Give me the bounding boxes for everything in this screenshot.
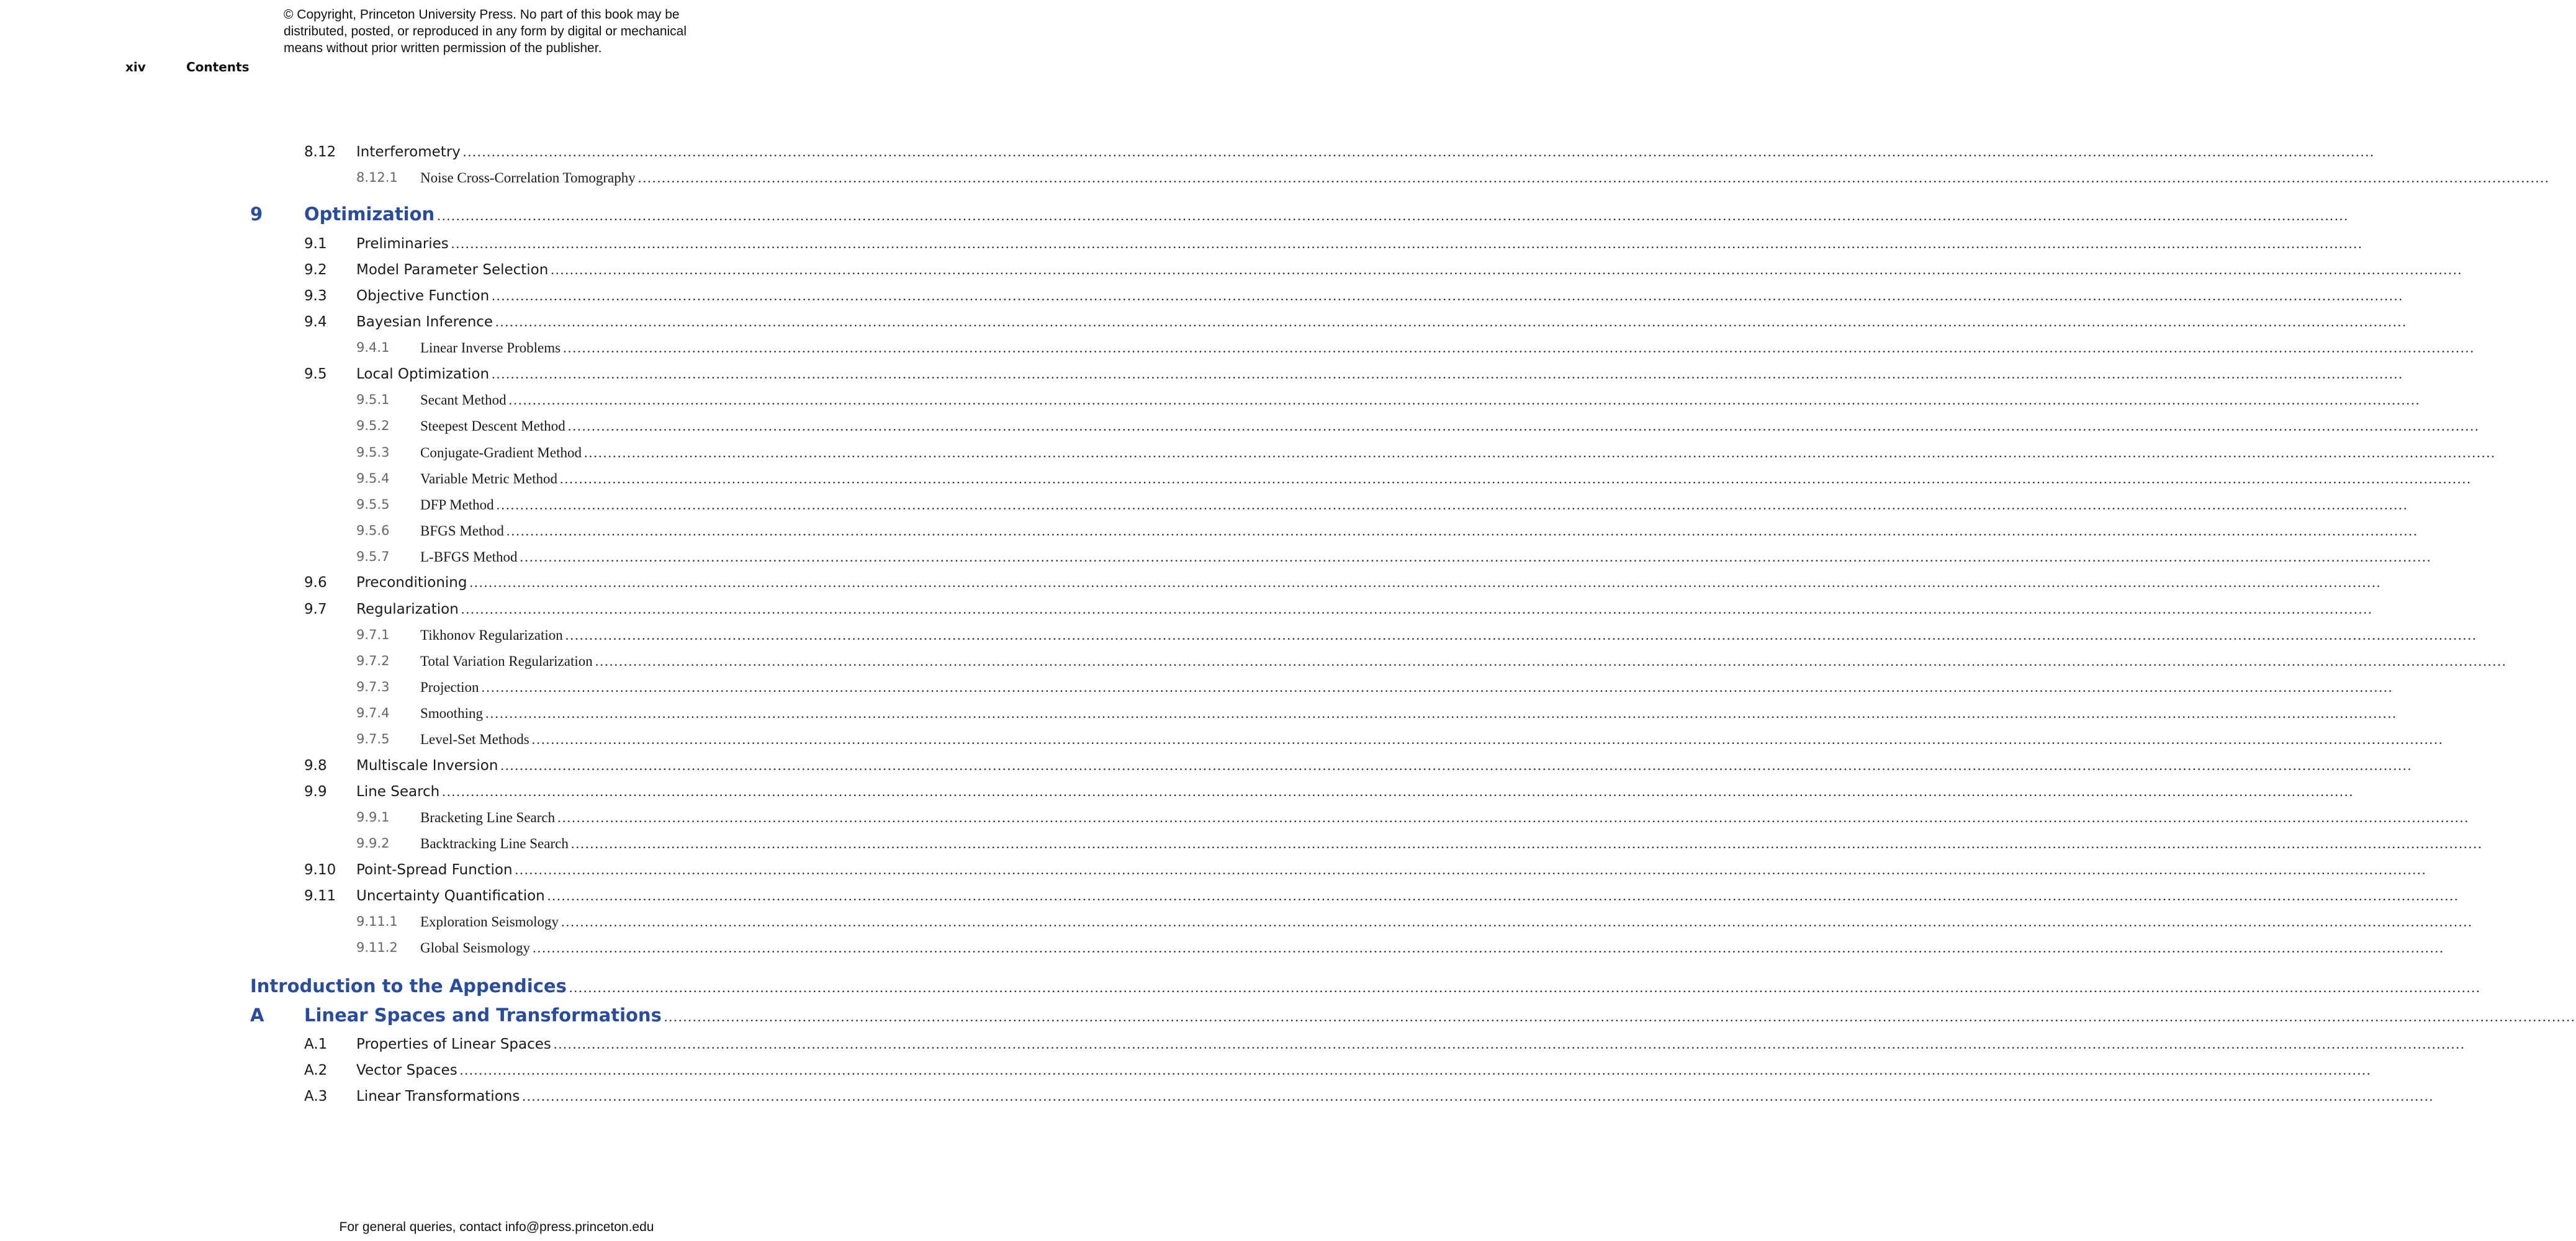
toc-entry-title: Exploration Seismology (420, 914, 561, 930)
dot-leader: ................................................................................................................................................................................................................................................................................................................................................................................................................ (557, 810, 2470, 825)
toc-entry-number: 9.7.2 (356, 653, 390, 668)
toc-entry-title-line (356, 784, 2354, 800)
toc-entry-number: 9 (250, 204, 263, 225)
toc-entry-title: Total Variation Regularization (420, 653, 595, 670)
toc-entry-title: Conjugate-Gradient Method (420, 445, 584, 461)
toc-entry-title: Vector Spaces (356, 1062, 460, 1078)
toc-entry-number: A.1 (304, 1036, 328, 1052)
dot-leader: ................................................................................................................................................................................................................................................................................................................................................................................................................ (520, 549, 2432, 565)
toc-entry-title: Multiscale Inversion (356, 758, 500, 774)
toc-entry-title-line (356, 262, 2463, 278)
toc-entry-title: BFGS Method (420, 523, 507, 539)
toc-entry-title: Regularization (356, 601, 461, 617)
dot-leader: ................................................................................................................................................................................................................................................................................................................................................................................................................ (531, 732, 2444, 747)
toc-entry-number: 9.2 (304, 262, 327, 278)
toc-entry-title-line (420, 653, 2507, 670)
dot-leader: ................................................................................................................................................................................................................................................................................................................................................................................................................ (570, 836, 2483, 851)
dot-leader: ................................................................................................................................................................................................................................................................................................................................................................................................................ (481, 679, 2394, 695)
toc-entry-title-line (420, 810, 2470, 826)
dot-leader: ................................................................................................................................................................................................................................................................................................................................................................................................................ (551, 262, 2463, 277)
toc-entry-number: 9.7.5 (356, 732, 390, 746)
toc-entry-title-line (356, 144, 2375, 160)
toc-entry-title-line (356, 236, 2363, 252)
toc-entry-title-line (420, 523, 2418, 539)
dot-leader: ................................................................................................................................................................................................................................................................................................................................................................................................................ (459, 1062, 2372, 1078)
toc-entry-title: Tikhonov Regularization (420, 627, 565, 643)
toc-entry-title: Preliminaries (356, 236, 451, 252)
toc-entry-title: Variable Metric Method (420, 471, 560, 487)
toc-entry-title-line (420, 497, 2408, 513)
toc-entry-title-line (420, 706, 2397, 722)
toc-entry-title-line (420, 170, 2550, 186)
toc-entry-title: Linear Inverse Problems (420, 340, 563, 356)
toc-entry-title: Uncertainty Quantification (356, 888, 547, 904)
toc-entry-title: Secant Method (420, 392, 509, 408)
toc-entry-number: A.3 (304, 1088, 328, 1104)
dot-leader: ................................................................................................................................................................................................................................................................................................................................................................................................................ (500, 758, 2413, 773)
page-header (0, 60, 993, 78)
dot-leader: ................................................................................................................................................................................................................................................................................................................................................................................................................ (496, 497, 2408, 513)
toc-entry-title: Steepest Descent Method (420, 418, 568, 434)
toc-entry-title: Interferometry (356, 144, 463, 160)
dot-leader: ................................................................................................................................................................................................................................................................................................................................................................................................................ (664, 1009, 2576, 1024)
toc-entry-number: 9.1 (304, 236, 327, 252)
dot-leader: ................................................................................................................................................................................................................................................................................................................................................................................................................ (462, 144, 2375, 159)
toc-entry-title: Smoothing (420, 706, 485, 722)
toc-entry-title: Line Search (356, 784, 442, 800)
toc-entry-title: Local Optimization (356, 366, 492, 382)
toc-entry-number: 8.12.1 (356, 170, 398, 185)
toc-entry-number: A (250, 1005, 264, 1026)
toc-entry-title-line (356, 366, 2404, 382)
toc-entry-number: 9.5.2 (356, 418, 390, 433)
dot-leader: ................................................................................................................................................................................................................................................................................................................................................................................................................ (595, 653, 2507, 669)
toc-entry-title: Optimization (304, 204, 437, 225)
dot-leader: ................................................................................................................................................................................................................................................................................................................................................................................................................ (553, 1036, 2466, 1052)
toc-entry-title-line (420, 836, 2483, 852)
toc-entry-number: 9.9.2 (356, 836, 390, 851)
toc-entry-title-line (356, 601, 2373, 617)
toc-entry-title-line (250, 975, 2481, 997)
dot-leader: ................................................................................................................................................................................................................................................................................................................................................................................................................ (437, 208, 2349, 223)
toc-entry-title-line (420, 679, 2394, 696)
toc-entry-title-line (420, 418, 2480, 434)
toc-entry-title-line (304, 1005, 2576, 1026)
toc-entry-number: 9.5.6 (356, 523, 390, 538)
dot-leader: ................................................................................................................................................................................................................................................................................................................................................................................................................ (561, 914, 2473, 930)
toc-entry-title-line (356, 575, 2382, 591)
toc-entry-number: 9.9 (304, 784, 327, 800)
copyright-notice (284, 6, 731, 56)
toc-entry-title-line (420, 471, 2472, 487)
dot-leader: ................................................................................................................................................................................................................................................................................................................................................................................................................ (515, 862, 2427, 877)
toc-entry-title: Linear Spaces and Transformations (304, 1005, 664, 1026)
toc-entry-number: 9.5 (304, 366, 327, 382)
toc-entry-number: 9.5.7 (356, 549, 390, 564)
copyright-line: © Copyright, Princeton University Press. No part of this book may be (284, 7, 680, 22)
toc-entry-title-line (420, 732, 2444, 748)
toc-entry-number: 9.5.4 (356, 471, 390, 486)
toc-entry-number: 9.8 (304, 758, 327, 774)
page-number: xiv (125, 60, 146, 74)
dot-leader: ................................................................................................................................................................................................................................................................................................................................................................................................................ (442, 784, 2354, 799)
toc-entry-title-line (356, 862, 2427, 878)
toc-entry-number: 9.5.1 (356, 392, 390, 407)
toc-entry-title: Preconditioning (356, 575, 469, 591)
toc-entry-title-line (356, 288, 2404, 304)
dot-leader: ................................................................................................................................................................................................................................................................................................................................................................................................................ (492, 288, 2404, 303)
toc-entry-title: Bracketing Line Search (420, 810, 557, 826)
toc-entry-title-line (420, 549, 2432, 565)
toc-entry-number: 9.7 (304, 601, 327, 617)
dot-leader: ................................................................................................................................................................................................................................................................................................................................................................................................................ (461, 601, 2373, 617)
toc-entry-title-line (420, 392, 2421, 408)
toc-entry-title: Objective Function (356, 288, 492, 304)
dot-leader: ................................................................................................................................................................................................................................................................................................................................................................................................................ (567, 418, 2480, 434)
toc-entry-title-line (356, 1036, 2466, 1052)
toc-entry-number: 9.5.3 (356, 445, 390, 460)
toc-entry-title: Properties of Linear Spaces (356, 1036, 554, 1052)
toc-entry-number: 8.12 (304, 144, 336, 160)
toc-entry-title: Model Parameter Selection (356, 262, 551, 278)
running-title: Contents (186, 60, 250, 74)
toc-entry-title-line (420, 445, 2496, 461)
dot-leader: ................................................................................................................................................................................................................................................................................................................................................................................................................ (563, 340, 2475, 356)
toc-entry-number: 9.9.1 (356, 810, 390, 825)
toc-entry-number: A.2 (304, 1062, 328, 1078)
toc-entry-number: 9.7.3 (356, 679, 390, 694)
toc-entry-title: Projection (420, 679, 482, 696)
toc-entry-title-line (420, 914, 2473, 930)
footer: For general queries, contact info@press.princeton.edu (339, 1220, 654, 1234)
dot-leader: ................................................................................................................................................................................................................................................................................................................................................................................................................ (492, 366, 2404, 382)
toc-entry-title: Backtracking Line Search (420, 836, 571, 852)
toc-entry-title-line (356, 888, 2459, 904)
toc-entry-title: Bayesian Inference (356, 314, 495, 330)
toc-entry-title: DFP Method (420, 497, 497, 513)
dot-leader: ................................................................................................................................................................................................................................................................................................................................................................................................................ (559, 471, 2472, 486)
dot-leader: ................................................................................................................................................................................................................................................................................................................................................................................................................ (485, 706, 2397, 721)
toc-entry-title-line (356, 314, 2408, 330)
toc-entry-title-line (356, 1062, 2372, 1078)
toc-entry-number: 9.11 (304, 888, 336, 904)
dot-leader: ................................................................................................................................................................................................................................................................................................................................................................................................................ (547, 888, 2459, 903)
dot-leader: ................................................................................................................................................................................................................................................................................................................................................................................................................ (451, 236, 2363, 251)
toc-entry-title: L-BFGS Method (420, 549, 520, 565)
dot-leader: ................................................................................................................................................................................................................................................................................................................................................................................................................ (506, 523, 2418, 539)
toc-entry-title: Introduction to the Appendices (250, 975, 569, 997)
toc-entry-title: Linear Transformations (356, 1088, 522, 1104)
toc-entry-number: 9.4 (304, 314, 327, 330)
toc-entry-number: 9.4.1 (356, 340, 390, 355)
toc-entry-number: 9.5.5 (356, 497, 390, 512)
copyright-line: means without prior written permission of the publisher. (284, 41, 602, 55)
toc-entry-title-line (356, 1088, 2434, 1104)
toc-entry-title-line (420, 940, 2444, 956)
toc-entry-title-line (356, 758, 2413, 774)
dot-leader: ................................................................................................................................................................................................................................................................................................................................................................................................................ (569, 980, 2481, 995)
dot-leader: ................................................................................................................................................................................................................................................................................................................................................................................................................ (522, 1088, 2434, 1104)
toc-entry-number: 9.3 (304, 288, 327, 304)
dot-leader: ................................................................................................................................................................................................................................................................................................................................................................................................................ (532, 940, 2444, 956)
toc-entry-number: 9.11.1 (356, 914, 398, 929)
dot-leader: ................................................................................................................................................................................................................................................................................................................................................................................................................ (495, 314, 2408, 329)
toc-entry-title: Global Seismology (420, 940, 533, 956)
toc-entry-number: 9.7.4 (356, 706, 390, 720)
toc-entry-number: 9.7.1 (356, 627, 390, 642)
toc-entry-number: 9.11.2 (356, 940, 398, 955)
copyright-line: distributed, posted, or reproduced in any form by digital or mechanical (284, 24, 687, 38)
dot-leader: ................................................................................................................................................................................................................................................................................................................................................................................................................ (565, 627, 2477, 643)
toc-entry-title-line (420, 340, 2475, 356)
toc-entry-title: Point-Spread Function (356, 862, 515, 878)
toc-entry-number: 9.10 (304, 862, 336, 878)
dot-leader: ................................................................................................................................................................................................................................................................................................................................................................................................................ (469, 575, 2382, 590)
toc-entry-title: Noise Cross-Correlation Tomography (420, 170, 638, 186)
dot-leader: ................................................................................................................................................................................................................................................................................................................................................................................................................ (637, 170, 2550, 186)
toc-entry-number: 9.6 (304, 575, 327, 591)
toc-entry-title: Level-Set Methods (420, 732, 532, 748)
toc-entry-title-line (420, 627, 2477, 643)
dot-leader: ................................................................................................................................................................................................................................................................................................................................................................................................................ (583, 445, 2496, 460)
toc-entry-title-line (304, 204, 2349, 225)
dot-leader: ................................................................................................................................................................................................................................................................................................................................................................................................................ (508, 392, 2421, 408)
